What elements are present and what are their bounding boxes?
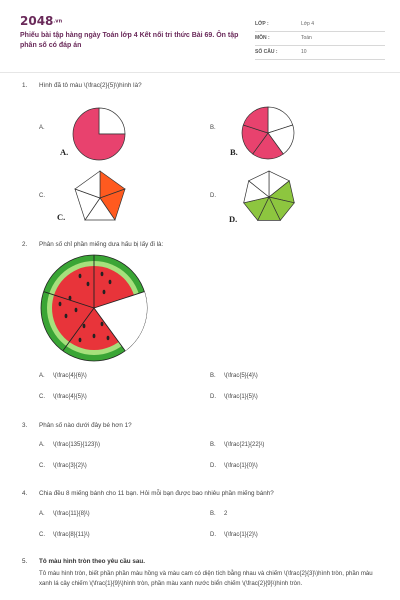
- question-5: 5. Tô màu hình tròn theo yêu cầu sau.: [22, 558, 146, 565]
- q3-option-d[interactable]: D. \(\frac{1}{0}\): [210, 463, 258, 469]
- question-1: 1. Hình đã tô màu \(\frac{2}{5}\)hình là?: [22, 82, 142, 89]
- page-header: [20, 14, 380, 60]
- meta-grade: LỚP : Lớp 4: [255, 18, 385, 32]
- question-3: 3. Phân số nào dưới đây bé hơn 1?: [22, 422, 132, 429]
- meta-table: [255, 18, 385, 60]
- meta-count: SỐ CÂU : 10: [255, 46, 385, 60]
- seed: [69, 296, 72, 300]
- seed: [79, 338, 82, 342]
- watermelon-image: [40, 254, 148, 362]
- q2-option-b[interactable]: B. \(\frac{5}{4}\): [210, 373, 258, 379]
- worksheet-title: Phiếu bài tập hàng ngày Toán lớp 4 Kết nối tri thức Bài 69. Ôn tập phân số có đáp án: [20, 32, 239, 49]
- seed: [103, 290, 106, 294]
- question-2: 2. Phân số chỉ phần miếng dưa hấu bị lấy đi là:: [22, 241, 164, 248]
- q1-option-c-label: C.: [57, 212, 66, 222]
- q1-option-a-circle[interactable]: [72, 107, 126, 161]
- q2-option-d[interactable]: D. \(\frac{1}{5}\): [210, 394, 258, 400]
- q4-option-d[interactable]: D. \(\frac{1}{2}\): [210, 532, 258, 538]
- seed: [109, 280, 112, 284]
- q1-option-b-label: B.: [230, 147, 238, 157]
- q1-option-d-label: D.: [229, 214, 238, 224]
- question-4: 4. Chia đều 8 miếng bánh cho 11 bạn. Hỏi mỗi bạn được bao nhiêu phần miếng bánh?: [22, 490, 274, 497]
- question-5-body: Tô màu hình tròn, biết phần phần màu hồng và màu cam có diện tích bằng nhau và chiếm \(\frac{2}{3}\)hình tròn, phần màu xanh lá cây chiếm \(\frac{1}{9}\)hình tròn, phần màu xanh nước biển chiếm \(\frac{2}{9}\)hình tròn.: [39, 570, 373, 587]
- q3-option-b[interactable]: B. \(\frac{21}{22}\): [210, 442, 265, 448]
- seed: [65, 314, 68, 318]
- q2-option-c[interactable]: C. \(\frac{4}{5}\): [39, 394, 87, 400]
- header-divider: [0, 72, 400, 73]
- seed: [83, 324, 86, 328]
- seed: [107, 336, 110, 340]
- meta-subject: MÔN : Toán: [255, 32, 385, 46]
- q1-option-a-letter[interactable]: A.: [39, 125, 45, 131]
- q1-option-d-heptagon[interactable]: [241, 169, 297, 225]
- q2-option-a[interactable]: A. \(\frac{4}{6}\): [39, 373, 87, 379]
- q3-option-a[interactable]: A. \(\frac{135}{123}\): [39, 442, 101, 448]
- seed: [87, 282, 90, 286]
- q1-option-b-letter[interactable]: B.: [210, 125, 216, 131]
- seed: [93, 334, 96, 338]
- q1-option-d-letter[interactable]: D.: [210, 193, 216, 199]
- q1-option-c-letter[interactable]: C.: [39, 193, 45, 199]
- site-logo[interactable]: 2048.vn: [20, 14, 63, 28]
- seed: [75, 308, 78, 312]
- seed: [101, 322, 104, 326]
- seed: [101, 272, 104, 276]
- seed: [79, 274, 82, 278]
- q4-option-c[interactable]: C. \(\frac{8}{11}\): [39, 532, 90, 538]
- q1-option-b-circle[interactable]: [241, 106, 295, 160]
- q3-option-c[interactable]: C. \(\frac{3}{2}\): [39, 463, 87, 469]
- q4-option-a[interactable]: A. \(\frac{11}{8}\): [39, 511, 90, 517]
- q4-option-b[interactable]: B. 2: [210, 511, 228, 517]
- q1-option-c-pentagon[interactable]: [72, 170, 128, 224]
- q1-a-slice-pink: [99, 108, 125, 134]
- seed: [59, 302, 62, 306]
- q1-option-a-label: A.: [60, 147, 69, 157]
